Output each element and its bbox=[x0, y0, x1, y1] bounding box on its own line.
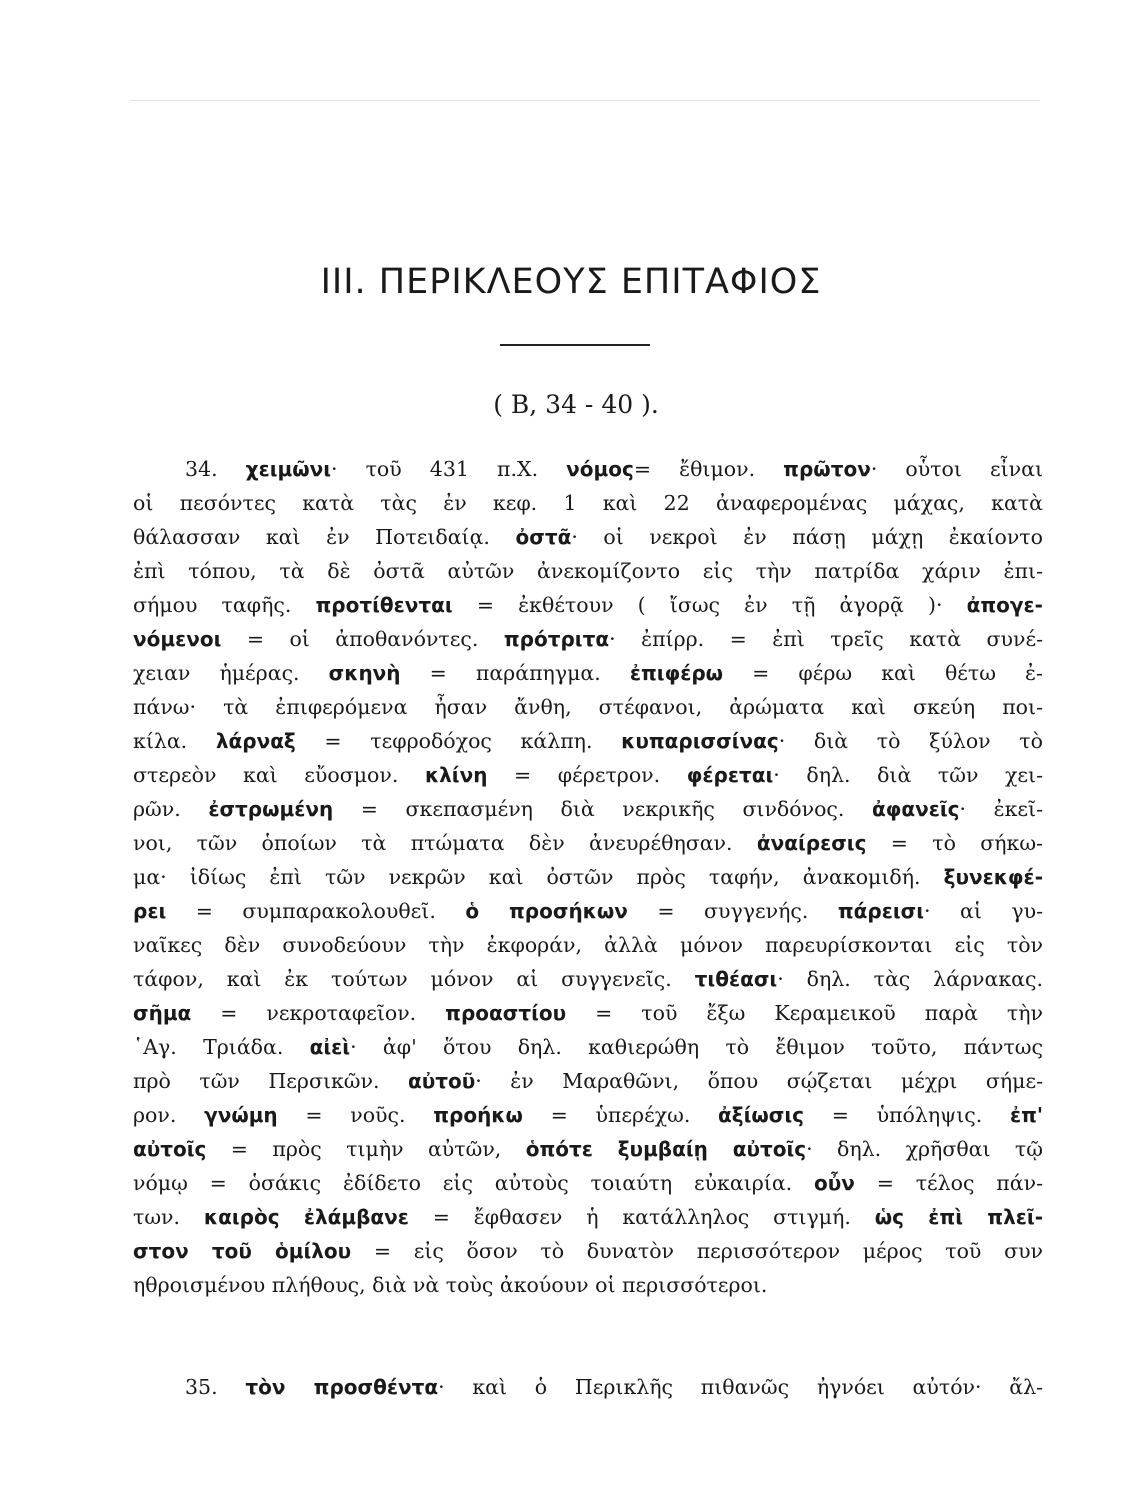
lemma: καιρὸς ἐλάμβανε bbox=[203, 1205, 409, 1229]
lemma: προτίθενται bbox=[315, 593, 453, 617]
text-line bbox=[133, 1098, 1043, 1132]
gloss: χειαν ἡμέρας. bbox=[133, 661, 329, 685]
chapter-title: III. ΠΕΡΙΚΛΕΟΥΣ ΕΠΙΤΑΦΙΟΣ bbox=[320, 262, 822, 302]
gloss: = φέρετρον. bbox=[487, 763, 687, 787]
text-line bbox=[133, 1030, 1043, 1064]
text-line bbox=[133, 758, 1043, 792]
text-line bbox=[133, 1370, 1043, 1404]
lemma: ἐστρωμένη bbox=[208, 797, 334, 821]
lemma: αἰεὶ bbox=[309, 1035, 351, 1059]
lemma: ὁ προσήκων bbox=[465, 899, 628, 923]
lemma: λάρναξ bbox=[215, 729, 296, 753]
gloss: = σκεπασμένη διὰ νεκρικῆς σινδόνος. bbox=[333, 797, 872, 821]
gloss: = ἔθιμον. bbox=[633, 457, 784, 481]
text-line bbox=[133, 1132, 1043, 1166]
lemma: αὐτοῦ bbox=[408, 1069, 476, 1093]
lemma: νόμος bbox=[566, 457, 634, 481]
gloss: πρὸ τῶν Περσικῶν. bbox=[133, 1069, 409, 1093]
gloss: · διὰ τὸ ξύλον τὸ bbox=[778, 729, 1043, 753]
text-line bbox=[133, 486, 1043, 520]
gloss: · δηλ. τὰς λάρνακας. bbox=[777, 967, 1044, 991]
chapter-reference: ( Β, 34 - 40 ). bbox=[493, 390, 659, 419]
text-line bbox=[133, 452, 1043, 486]
gloss: · ἀφ' ὅτου δηλ. καθιερώθη τὸ ἔθιμον τοῦτο, πάντως bbox=[350, 1035, 1043, 1059]
gloss: · ἐπίρρ. = ἐπὶ τρεῖς κατὰ συνέ- bbox=[609, 627, 1043, 651]
text-line bbox=[133, 996, 1043, 1030]
lemma: ὡς ἐπὶ πλεῖ- bbox=[874, 1205, 1043, 1229]
lemma: νόμενοι bbox=[133, 627, 222, 651]
gloss: ρον. bbox=[133, 1103, 205, 1127]
lemma: ἀπογε- bbox=[966, 593, 1043, 617]
gloss: · δηλ. διὰ τῶν χει- bbox=[773, 763, 1043, 787]
lemma: αὐτοῖς bbox=[133, 1137, 207, 1161]
gloss: = τέλος πάν- bbox=[854, 1171, 1043, 1195]
gloss: ἐπὶ τόπου, τὰ δὲ ὀστᾶ αὐτῶν ἀνεκομίζοντο εἰς τὴν πατρίδα χάριν ἐπι- bbox=[133, 559, 1043, 583]
gloss: = νεκροταφεῖον. bbox=[191, 1001, 446, 1025]
gloss: = ὑπερέχω. bbox=[522, 1103, 719, 1127]
gloss: 34. bbox=[185, 457, 246, 481]
lemma: οὖν bbox=[814, 1171, 855, 1195]
text-line bbox=[133, 894, 1043, 928]
gloss: σήμου ταφῆς. bbox=[133, 593, 316, 617]
text-line bbox=[133, 792, 1043, 826]
gloss: μα· ἰδίως ἐπὶ τῶν νεκρῶν καὶ ὀστῶν πρὸς ταφήν, ἀνακομιδή. bbox=[133, 865, 944, 889]
lemma: ἀναίρεσις bbox=[756, 831, 867, 855]
gloss: τάφον, καὶ ἐκ τούτων μόνον αἱ συγγενεῖς. bbox=[133, 967, 695, 991]
gloss: ναῖκες δὲν συνοδεύουν τὴν ἐκφοράν, ἀλλὰ μόνον παρευρίσκονται εἰς τὸν bbox=[133, 933, 1043, 957]
lemma: ὁπότε ξυμβαίῃ αὐτοῖς bbox=[525, 1137, 807, 1161]
gloss: = φέρω καὶ θέτω ἐ- bbox=[723, 661, 1043, 685]
lemma: ἐπ' bbox=[1009, 1103, 1044, 1127]
text-line bbox=[133, 1200, 1043, 1234]
lemma: φέρεται bbox=[686, 763, 774, 787]
gloss: · καὶ ὁ Περικλῆς πιθανῶς ἠγνόει αὐτόν· ἄλ- bbox=[438, 1375, 1044, 1399]
gloss: · δηλ. χρῆσθαι τῷ bbox=[806, 1137, 1043, 1161]
lemma: ξυνεκφέ- bbox=[943, 865, 1043, 889]
lemma: ὀστᾶ bbox=[515, 525, 572, 549]
text-line bbox=[133, 656, 1043, 690]
lemma: ἐπιφέρω bbox=[629, 661, 724, 685]
lemma: στον τοῦ ὁμίλου bbox=[133, 1239, 352, 1263]
lemma: γνώμη bbox=[204, 1103, 278, 1127]
gloss: = παράπηγμα. bbox=[400, 661, 630, 685]
title-rule bbox=[500, 344, 650, 346]
gloss: νοι, τῶν ὁποίων τὰ πτώματα δὲν ἀνευρέθησαν. bbox=[133, 831, 757, 855]
gloss: ῾Αγ. Τριάδα. bbox=[133, 1035, 310, 1059]
text-line bbox=[133, 724, 1043, 758]
gloss: = συμπαρακολουθεῖ. bbox=[166, 899, 466, 923]
gloss: = οἱ ἀποθανόντες. bbox=[221, 627, 504, 651]
gloss: πάνω· τὰ ἐπιφερόμενα ἦσαν ἄνθη, στέφανοι, ἀρώματα καὶ σκεύη ποι- bbox=[133, 695, 1043, 719]
gloss: · τοῦ 431 π.Χ. bbox=[331, 457, 567, 481]
text-line bbox=[133, 1234, 1043, 1268]
gloss: = πρὸς τιμὴν αὐτῶν, bbox=[206, 1137, 526, 1161]
text-line bbox=[133, 520, 1043, 554]
text-line bbox=[133, 928, 1043, 962]
lemma: κλίνη bbox=[424, 763, 488, 787]
text-line bbox=[133, 860, 1043, 894]
text-line bbox=[133, 690, 1043, 724]
gloss: στερεὸν καὶ εὔοσμον. bbox=[133, 763, 425, 787]
lemma: χειμῶνι bbox=[245, 457, 332, 481]
lemma: σκηνὴ bbox=[328, 661, 401, 685]
lemma: τιθέασι bbox=[694, 967, 778, 991]
text-line bbox=[133, 826, 1043, 860]
gloss: · ἐκεῖ- bbox=[959, 797, 1044, 821]
gloss: νόμῳ = ὁσάκις ἐδίδετο εἰς αὐτοὺς τοιαύτη εὐκαιρία. bbox=[133, 1171, 815, 1195]
gloss: 35. bbox=[185, 1375, 246, 1399]
gloss: = ἐκθέτουν ( ἴσως ἐν τῇ ἀγορᾷ )· bbox=[452, 593, 967, 617]
gloss: των. bbox=[133, 1205, 204, 1229]
bleed-through-header bbox=[130, 78, 1040, 101]
gloss: = ὑπόληψις. bbox=[804, 1103, 1010, 1127]
gloss: = ἔφθασεν ἡ κατάλληλος στιγμή. bbox=[408, 1205, 875, 1229]
gloss: ρῶν. bbox=[133, 797, 209, 821]
gloss: · αἱ γυ- bbox=[924, 899, 1044, 923]
lemma: προήκω bbox=[433, 1103, 523, 1127]
gloss: θάλασσαν καὶ ἐν Ποτειδαίᾳ. bbox=[133, 525, 516, 549]
lemma: κυπαρισσίνας bbox=[621, 729, 779, 753]
text-line bbox=[133, 1268, 1043, 1302]
gloss: · οἱ νεκροὶ ἐν πάσῃ μάχῃ ἐκαίοντο bbox=[571, 525, 1043, 549]
commentary-paragraph-35 bbox=[133, 1370, 1043, 1404]
lemma: ρει bbox=[133, 899, 167, 923]
commentary-paragraph-34 bbox=[133, 452, 1043, 1302]
lemma: πρῶτον bbox=[783, 457, 871, 481]
gloss: κίλα. bbox=[133, 729, 216, 753]
lemma: ἀξίωσις bbox=[718, 1103, 805, 1127]
lemma: τὸν προσθέντα bbox=[245, 1375, 439, 1399]
text-line bbox=[133, 622, 1043, 656]
text-line bbox=[133, 1166, 1043, 1200]
gloss: = τὸ σήκω- bbox=[866, 831, 1043, 855]
gloss: = εἰς ὅσον τὸ δυνατὸν περισσότερον μέρος τοῦ συν bbox=[351, 1239, 1043, 1263]
text-line bbox=[133, 588, 1043, 622]
text-line bbox=[133, 1064, 1043, 1098]
text-line bbox=[133, 962, 1043, 996]
lemma: ἀφανεῖς bbox=[872, 797, 960, 821]
gloss: ηθροισμένου πλήθους, διὰ νὰ τοὺς ἀκούουν οἱ περισσότεροι. bbox=[133, 1273, 768, 1297]
gloss: = τοῦ ἔξω Κεραμεικοῦ παρὰ τὴν bbox=[566, 1001, 1043, 1025]
lemma: σῆμα bbox=[133, 1001, 192, 1025]
lemma: προαστίου bbox=[445, 1001, 567, 1025]
gloss: · ἐν Μαραθῶνι, ὅπου σῴζεται μέχρι σήμε- bbox=[475, 1069, 1044, 1093]
gloss: οἱ πεσόντες κατὰ τὰς ἐν κεφ. 1 καὶ 22 ἀναφερομένας μάχας, κατὰ bbox=[133, 491, 1043, 515]
gloss: = συγγενής. bbox=[627, 899, 838, 923]
lemma: πρότριτα bbox=[503, 627, 610, 651]
gloss: · οὗτοι εἶναι bbox=[870, 457, 1043, 481]
lemma: πάρεισι bbox=[837, 899, 925, 923]
gloss: = νοῦς. bbox=[277, 1103, 434, 1127]
gloss: = τεφροδόχος κάλπη. bbox=[295, 729, 622, 753]
text-line bbox=[133, 554, 1043, 588]
